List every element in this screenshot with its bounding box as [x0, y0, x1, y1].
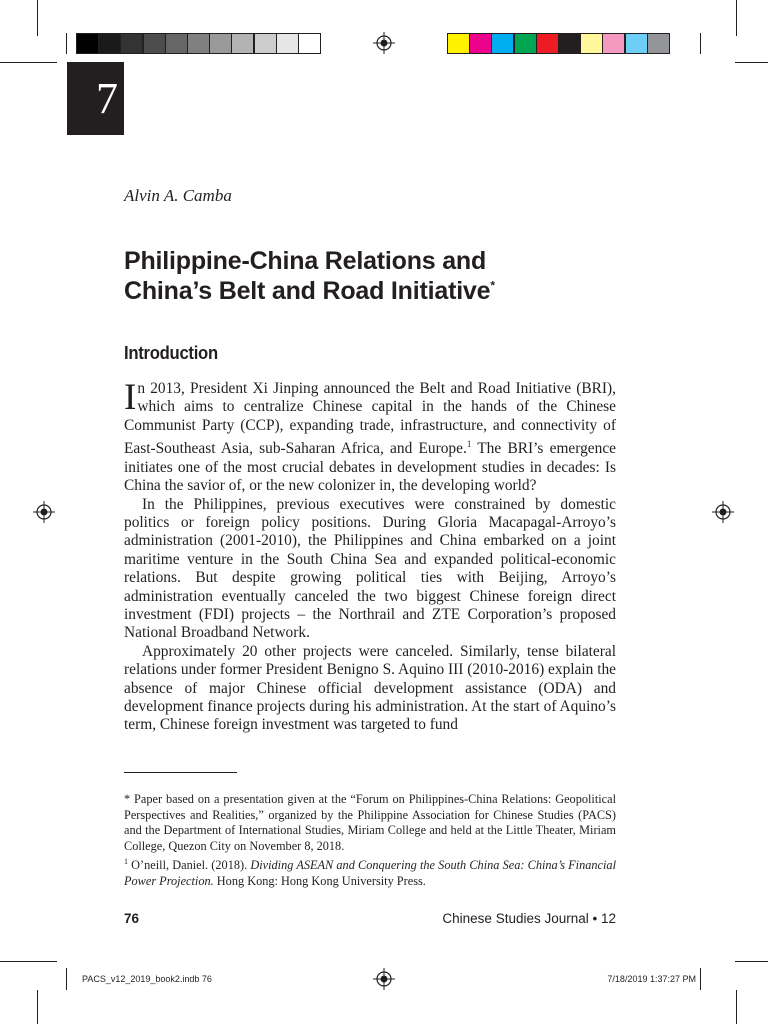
- gray-swatch: [165, 33, 188, 54]
- running-head: Chinese Studies Journal • 12: [442, 911, 616, 926]
- gray-swatch: [76, 33, 99, 54]
- gray-swatch: [187, 33, 210, 54]
- registration-mark-bottom-icon: [373, 968, 395, 990]
- color-swatch: [558, 33, 581, 54]
- title-line-2-text: China’s Belt and Road Initiative: [124, 277, 491, 305]
- drop-cap: I: [124, 377, 137, 418]
- color-swatch: [647, 33, 670, 54]
- color-swatch: [625, 33, 648, 54]
- slug-file: PACS_v12_2019_book2.indb 76: [82, 974, 212, 984]
- title-line-1: Philippine-China Relations and: [124, 247, 487, 275]
- section-heading: Introduction: [124, 342, 218, 363]
- author-name: Alvin A. Camba: [124, 186, 232, 205]
- footnote-1-publisher: Hong Kong: Hong Kong University Press.: [213, 874, 426, 889]
- crop-mark-top-right-inner: [700, 33, 701, 54]
- footnote-1: [124, 854, 616, 889]
- color-swatch: [514, 33, 537, 54]
- footnote-ref-1: 1: [466, 439, 472, 450]
- footnote-1-author: O’neill, Daniel. (2018).: [128, 858, 251, 873]
- gray-swatch: [298, 33, 321, 54]
- footnote-rule: [124, 772, 237, 773]
- footnotes: [124, 792, 616, 890]
- crop-mark-bottom-left-horizontal: [0, 961, 57, 962]
- registration-mark-top-icon: [373, 32, 395, 54]
- paragraph-1-text: n 2013, President Xi Jinping announced the Belt and Road Initiative (BRI), which aims to centralize Chinese capital in the hands of the Chinese Communist Party (CCP), expanding trade, infrastructure, and connectivity of East-Southeast Asia, sub-Saharan Africa, and Europe.: [124, 380, 616, 458]
- crop-mark-top-right-horizontal: [735, 62, 768, 63]
- gray-swatch: [209, 33, 232, 54]
- color-swatch: [580, 33, 603, 54]
- color-swatch: [491, 33, 514, 54]
- footnote-star: * Paper based on a presentation given at the “Forum on Philippines-China Relations: Geopolitical Perspectives and Realities,” organized by the Philippine Association for Chinese Studies (PACS) and the Department of International Studies, Miriam College and held at the Little Theater, Miriam College, Quezon City on November 8, 2018.: [124, 792, 616, 853]
- crop-mark-top-right-vertical: [736, 0, 737, 36]
- title-footnote-marker: *: [490, 278, 495, 293]
- crop-mark-top-left-vertical: [37, 0, 38, 36]
- gray-swatch: [231, 33, 254, 54]
- gray-swatch: [120, 33, 143, 54]
- body-text: [124, 377, 616, 735]
- crop-mark-bottom-left-vertical: [37, 990, 38, 1024]
- gray-swatch: [276, 33, 299, 54]
- paragraph-1: [124, 377, 616, 496]
- gray-swatch: [98, 33, 121, 54]
- footnote-1-title: Dividing ASEAN and Conquering the South China Sea: China’s Financial Power Projection.: [124, 858, 616, 889]
- color-swatch: [602, 33, 625, 54]
- color-swatch: [447, 33, 470, 54]
- chapter-title: [124, 246, 604, 306]
- registration-mark-right-icon: [712, 501, 734, 523]
- crop-mark-top-left-horizontal: [0, 62, 57, 63]
- footnote-1-marker: 1: [124, 857, 128, 867]
- paragraph-3: Approximately 20 other projects were canceled. Similarly, tense bilateral relations under former President Benigno S. Aquino III (2010-2016) explain the absence of major Chinese official development assistance (ODA) and development finance projects during his administration. At the start of Aquino’s term, Chinese foreign investment was targeted to fund: [124, 642, 616, 734]
- crop-mark-bottom-right-vertical: [736, 990, 737, 1024]
- color-swatch: [536, 33, 559, 54]
- paragraph-2: In the Philippines, previous executives were constrained by domestic politics or foreign policy positions. During Gloria Macapagal-Arroyo’s administration (2001-2010), the Philippines and China embarked on a joint maritime venture in the South China Sea and expanded political-economic relations. But despite growing political ties with Beijing, Arroyo’s administration eventually canceled the two biggest Chinese foreign direct investment (FDI) projects – the Northrail and ZTE Corporation’s proposed National Broadband Network.: [124, 495, 616, 642]
- crop-mark-bottom-right-horizontal: [735, 961, 768, 962]
- crop-mark-top-left-inner: [66, 33, 67, 54]
- page-number: 76: [124, 911, 140, 926]
- crop-mark-bottom-left-inner: [66, 968, 67, 990]
- crop-mark-bottom-right-inner: [700, 968, 701, 990]
- gray-swatch: [254, 33, 277, 54]
- paragraph-1-end: The BRI’s emergence initiates one of the most crucial debates in development studies in decades: Is China the savior of, or the new colonizer in, the developing world?: [124, 440, 616, 495]
- registration-mark-left-icon: [33, 501, 55, 523]
- chapter-number: 7: [67, 62, 124, 135]
- gray-swatch: [143, 33, 166, 54]
- title-line-2: [124, 276, 604, 306]
- slug-timestamp: 7/18/2019 1:37:27 PM: [607, 974, 696, 984]
- color-swatch: [469, 33, 492, 54]
